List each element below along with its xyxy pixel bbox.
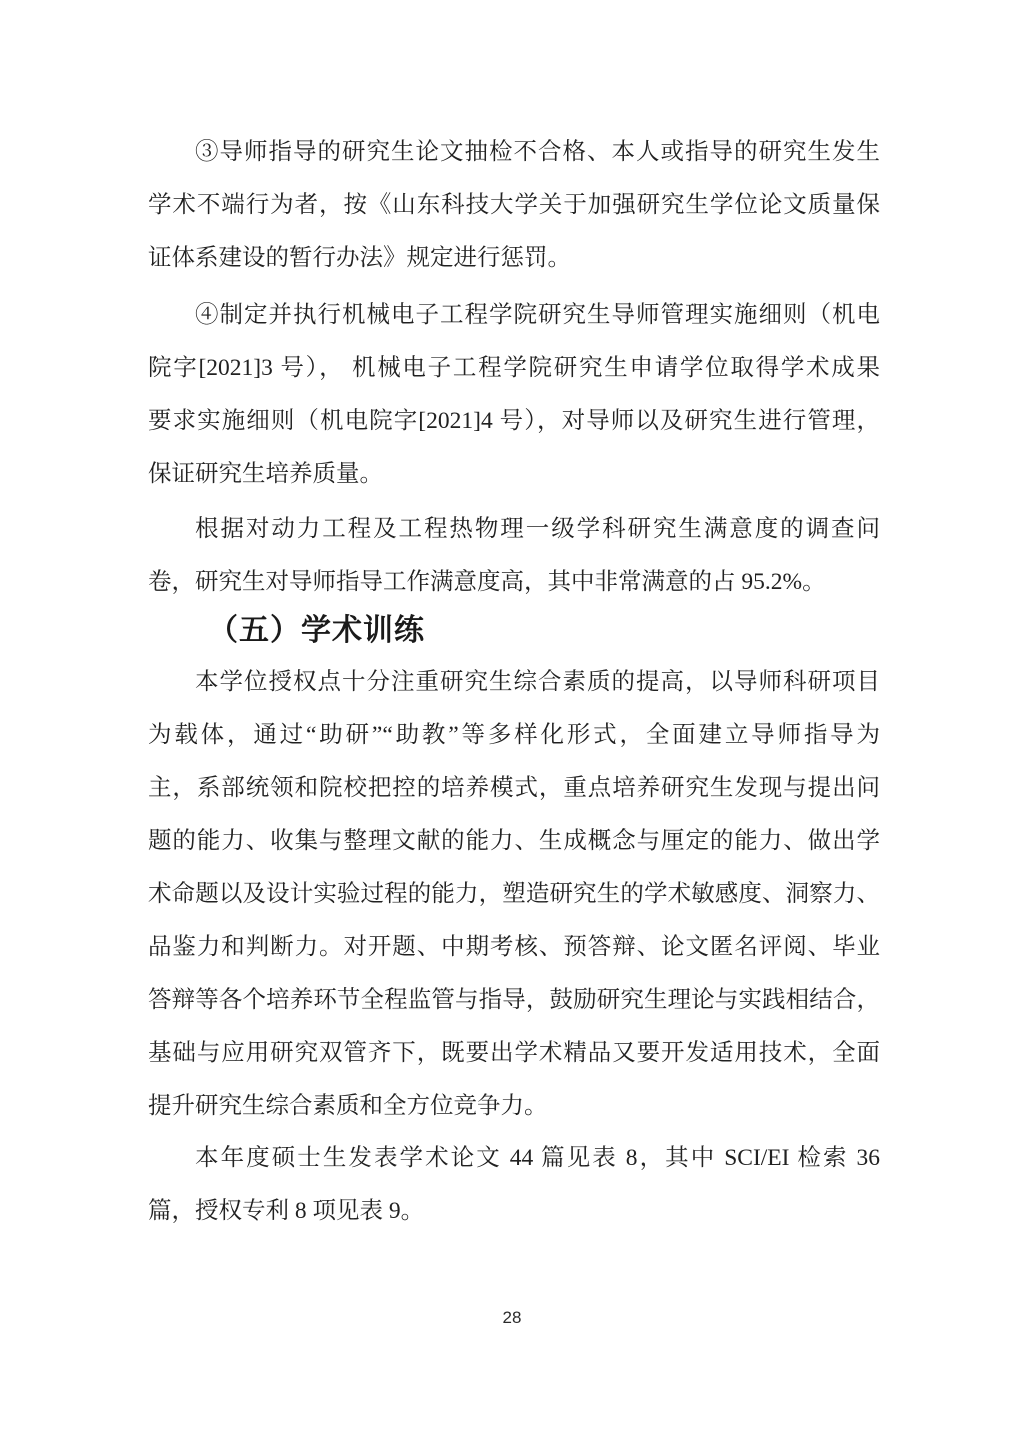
text-line: 本学位授权点十分注重研究生综合素质的提高，以导师科研项目 [195,669,880,695]
text-line: 要求实施细则（机电院字[2021]4 号），对导师以及研究生进行管理， [148,408,880,434]
paragraph-regulations-clause [148,289,880,501]
page-footer [0,1308,1024,1328]
text-line: 品鉴力和判断力。对开题、中期考核、预答辩、论文匿名评阅、毕业 [148,934,880,960]
text-line: 本年度硕士生发表学术论文 44 篇见表 8，其中 SCI/EI 检索 36 [195,1145,880,1171]
text-line: 主，系部统领和院校把控的培养模式，重点培养研究生发现与提出问 [148,775,880,801]
text-line: 提升研究生综合素质和全方位竞争力。 [148,1093,548,1119]
paragraph-satisfaction-survey [148,503,880,609]
text-line: 答辩等各个培养环节全程监管与指导，鼓励研究生理论与实践相结合， [148,987,880,1013]
text-line: ③导师指导的研究生论文抽检不合格、本人或指导的研究生发生 [195,139,880,165]
text-line: ④制定并执行机械电子工程学院研究生导师管理实施细则（机电 [195,302,880,328]
text-line: 卷，研究生对导师指导工作满意度高，其中非常满意的占 95.2%。 [148,569,826,595]
text-line: 基础与应用研究双管齐下，既要出学术精品又要开发适用技术，全面 [148,1040,880,1066]
text-line: 院字[2021]3 号）， 机械电子工程学院研究生申请学位取得学术成果 [148,355,880,381]
text-line: 保证研究生培养质量。 [148,461,383,487]
text-line: 题的能力、收集与整理文献的能力、生成概念与厘定的能力、做出学 [148,828,880,854]
paragraph-academic-training-body [148,656,880,1133]
text-line: 证体系建设的暂行办法》规定进行惩罚。 [148,245,571,271]
text-line: 篇，授权专利 8 项见表 9。 [148,1198,425,1224]
text-line: 根据对动力工程及工程热物理一级学科研究生满意度的调查问 [195,516,880,542]
paragraph-publications-summary [148,1132,880,1238]
text-line: 学术不端行为者，按《山东科技大学关于加强研究生学位论文质量保 [148,192,880,218]
text-line: 术命题以及设计实验过程的能力，塑造研究生的学术敏感度、洞察力、 [148,881,880,907]
paragraph-penalty-clause [148,126,880,285]
section-heading-academic-training: （五）学术训练 [208,614,425,647]
page-number: 28 [502,1308,522,1327]
text-line: 为载体，通过“助研”“助教”等多样化形式，全面建立导师指导为 [148,722,880,748]
